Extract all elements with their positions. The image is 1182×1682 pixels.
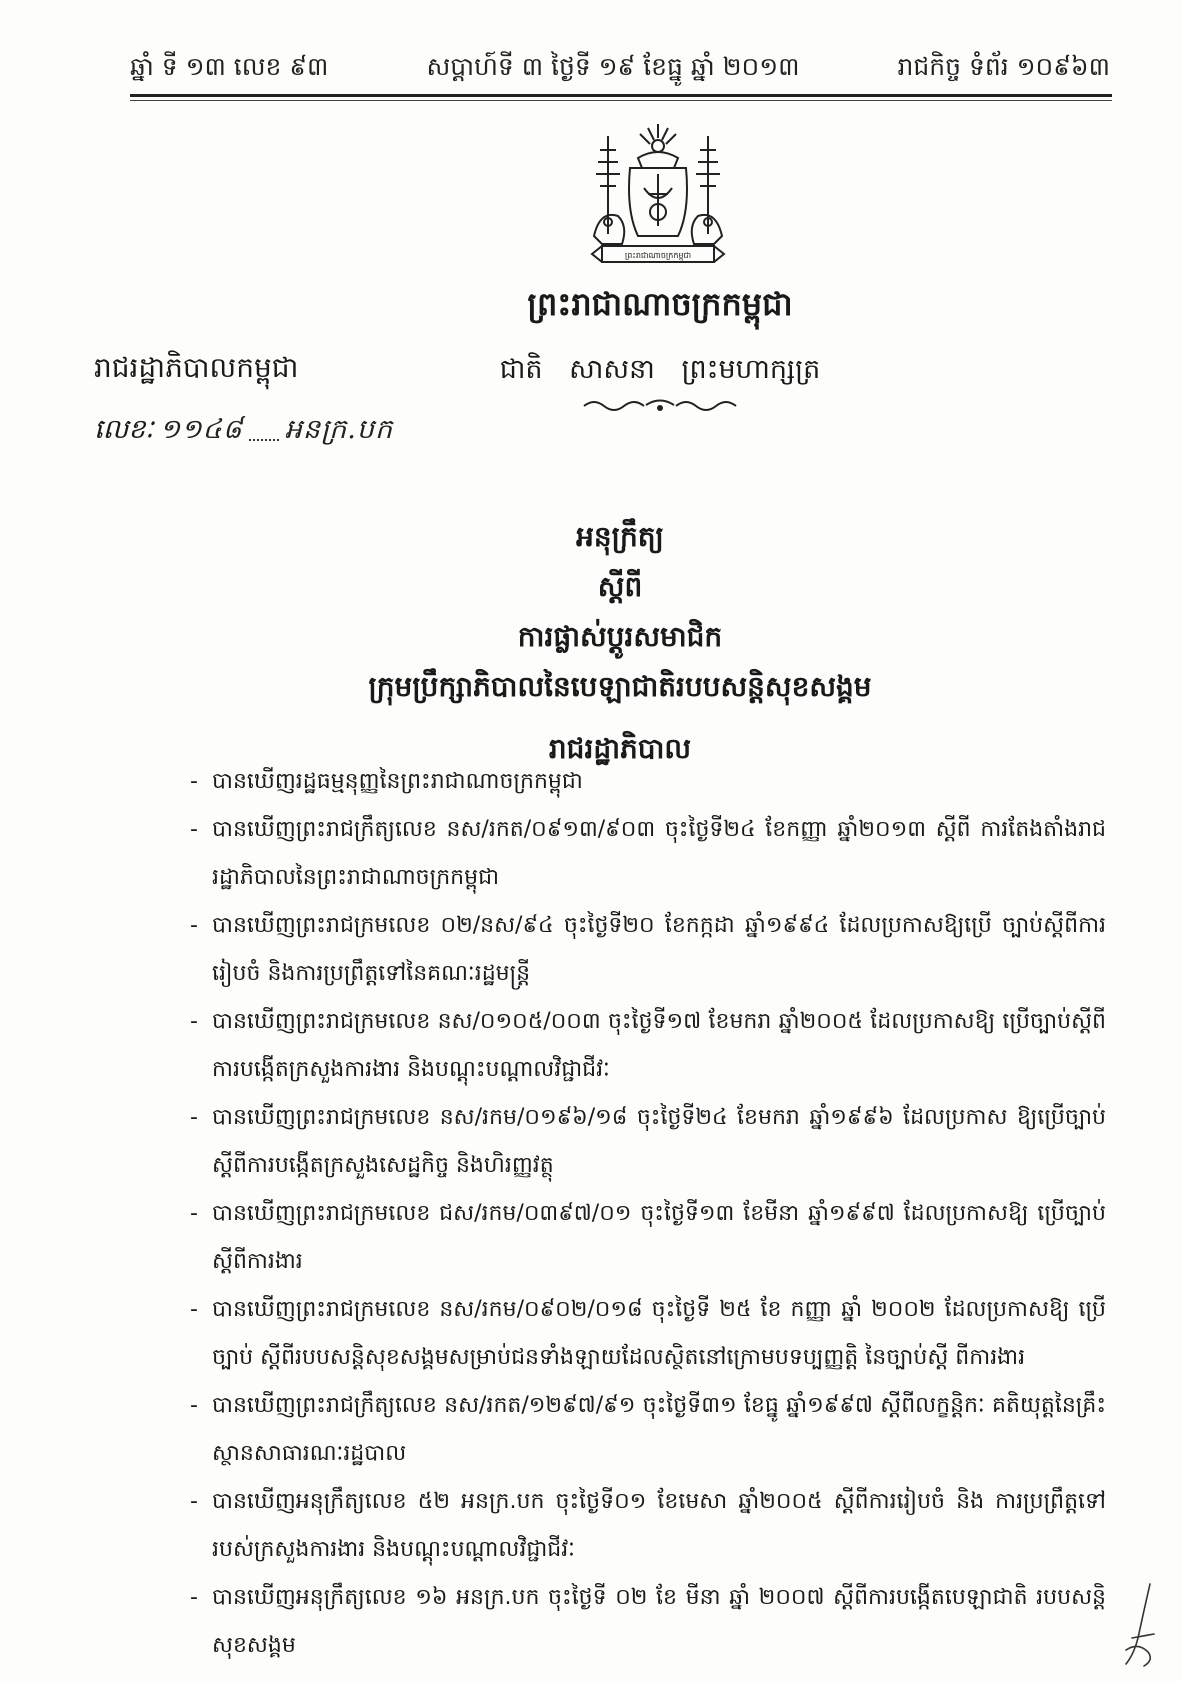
list-item: - បានឃើញព្រះរាជក្រមលេខ នស/០១០៥/០០៣ ចុះថ្ងៃទី១៧ ខែមករា ឆ្នាំ២០០៥ ដែលប្រកាសឱ្យ ប្រើច្បាប់ស្តីពីការបង្កើតក្រសួងការងារ និងបណ្តុះបណ្តាលវិជ្ជាជីវៈ xyxy=(190,998,1106,1094)
list-item: - បានឃើញព្រះរាជក្រមលេខ ០២/នស/៩៤ ចុះថ្ងៃទី២០ ខែកក្កដា ឆ្នាំ១៩៩៤ ដែលប្រកាសឱ្យប្រើ ច្បាប់ស្តីពីការរៀបចំ និងការប្រព្រឹត្តទៅនៃគណៈរដ្ឋមន្ត្រី xyxy=(190,902,1106,998)
list-item: - បានឃើញព្រះរាជក្រមលេខ ជស/រកម/០៣៩៧/០១ ចុះថ្ងៃទី១៣ ខែមីនា ឆ្នាំ១៩៩៧ ដែលប្រកាសឱ្យ ប្រើច្បាប់ស្តីពីការងារ xyxy=(190,1190,1106,1286)
reference-number-line xyxy=(94,410,393,450)
kingdom-title: ព្រះរាជាណាចក្រកម្ពុជា xyxy=(527,285,793,323)
motto-king: ព្រះមហាក្សត្រ xyxy=(681,354,821,385)
running-header xyxy=(130,50,1110,84)
list-item: - បានឃើញព្រះរាជក្រមលេខ នស/រកម/០៩០២/០១៨ ចុះថ្ងៃទី ២៥ ខែ កញ្ញា ឆ្នាំ ២០០២ ដែលប្រកាសឱ្យ ប្រើច្បាប់ ស្តីពីរបបសន្តិសុខសង្គមសម្រាប់ជនទាំងឡាយដែលស្ថិតនៅក្រោមបទប្បញ្ញត្តិ នៃច្បាប់ស្តី ពីការងារ xyxy=(190,1286,1106,1382)
list-item: - បានឃើញព្រះរាជក្រឹត្យលេខ នស/រកត/០៩១៣/៩០៣ ចុះថ្ងៃទី២៤ ខែកញ្ញា ឆ្នាំ២០១៣ ស្តីពី ការតែងតាំងរាជរដ្ឋាភិបាលនៃព្រះរាជាណាចក្រកម្ពុជា xyxy=(190,806,1106,902)
issuing-authority: រាជរដ្ឋាភិបាល xyxy=(548,732,692,765)
header-date: សប្តាហ៍ទី ៣ ថ្ងៃទី ១៩ ខែធ្នូ ឆ្នាំ ២០១៣ xyxy=(426,52,800,81)
legal-basis-list xyxy=(190,758,1106,1670)
list-item: - បានឃើញរដ្ឋធម្មនុញ្ញនៃព្រះរាជាណាចក្រកម្ពុជា xyxy=(190,758,1106,806)
reference-number: ១១៤៨ xyxy=(159,414,243,445)
reference-dotted-line xyxy=(249,419,279,441)
national-motto xyxy=(420,350,900,390)
list-item: - បានឃើញអនុក្រឹត្យលេខ ១៦ អនក្រ.បក ចុះថ្ងៃទី ០២ ខែ មីនា ឆ្នាំ ២០០៧ ស្តីពីការបង្កើតបេឡាជាតិ របបសន្តិសុខសង្គម xyxy=(190,1574,1106,1670)
motto-religion: សាសនា xyxy=(569,354,655,385)
handwritten-initial-signature xyxy=(1108,1580,1168,1670)
reference-suffix: អនក្រ.បក xyxy=(284,414,394,445)
title-subject-line-1: ការផ្លាស់ប្តូរសមាជិក xyxy=(517,620,723,653)
reference-label: លេខៈ xyxy=(94,414,154,445)
document-type: អនុក្រឹត្យ xyxy=(576,520,664,553)
government-name: រាជរដ្ឋាភិបាលកម្ពុជា xyxy=(94,351,299,384)
list-item: - បានឃើញព្រះរាជក្រឹត្យលេខ នស/រកត/១២៩៧/៩១ ចុះថ្ងៃទី៣១ ខែធ្នូ ឆ្នាំ១៩៩៧ ស្តីពីលក្ខន្តិកៈ គតិយុត្តនៃគ្រឹះស្ថានសាធារណៈរដ្ឋបាល xyxy=(190,1382,1106,1478)
title-about: ស្តីពី xyxy=(597,570,643,603)
motto-nation: ជាតិ xyxy=(499,354,543,385)
header-page-number: រាជកិច្ច ទំព័រ ១០៩៦៣ xyxy=(897,52,1110,81)
header-rule-thin xyxy=(130,100,1112,101)
title-subject-line-2: ក្រុមប្រឹក្សាភិបាលនៃបេឡាជាតិរបបសន្តិសុខសង្គម xyxy=(368,670,872,703)
header-volume-issue: ឆ្នាំ ទី ១៣ លេខ ៩៣ xyxy=(130,52,329,81)
emblem-banner-text: ព្រះរាជាណាចក្រកម្ពុជា xyxy=(624,251,692,260)
header-rule-thick xyxy=(130,94,1112,97)
list-item: - បានឃើញព្រះរាជក្រមលេខ នស/រកម/០១៩៦/១៨ ចុះថ្ងៃទី២៤ ខែមករា ឆ្នាំ១៩៩៦ ដែលប្រកាស ឱ្យប្រើច្បាប់ស្តីពីការបង្កើតក្រសួងសេដ្ឋកិច្ច និងហិរញ្ញវត្ថុ xyxy=(190,1094,1106,1190)
motto-ornament-divider xyxy=(580,396,740,414)
list-item: - បានឃើញអនុក្រឹត្យលេខ ៥២ អនក្រ.បក ចុះថ្ងៃទី០១ ខែមេសា ឆ្នាំ២០០៥ ស្តីពីការរៀបចំ និង ការប្រព្រឹត្តទៅរបស់ក្រសួងការងារ និងបណ្តុះបណ្តាលវិជ្ជាជីវៈ xyxy=(190,1478,1106,1574)
royal-coat-of-arms-icon xyxy=(578,116,738,276)
